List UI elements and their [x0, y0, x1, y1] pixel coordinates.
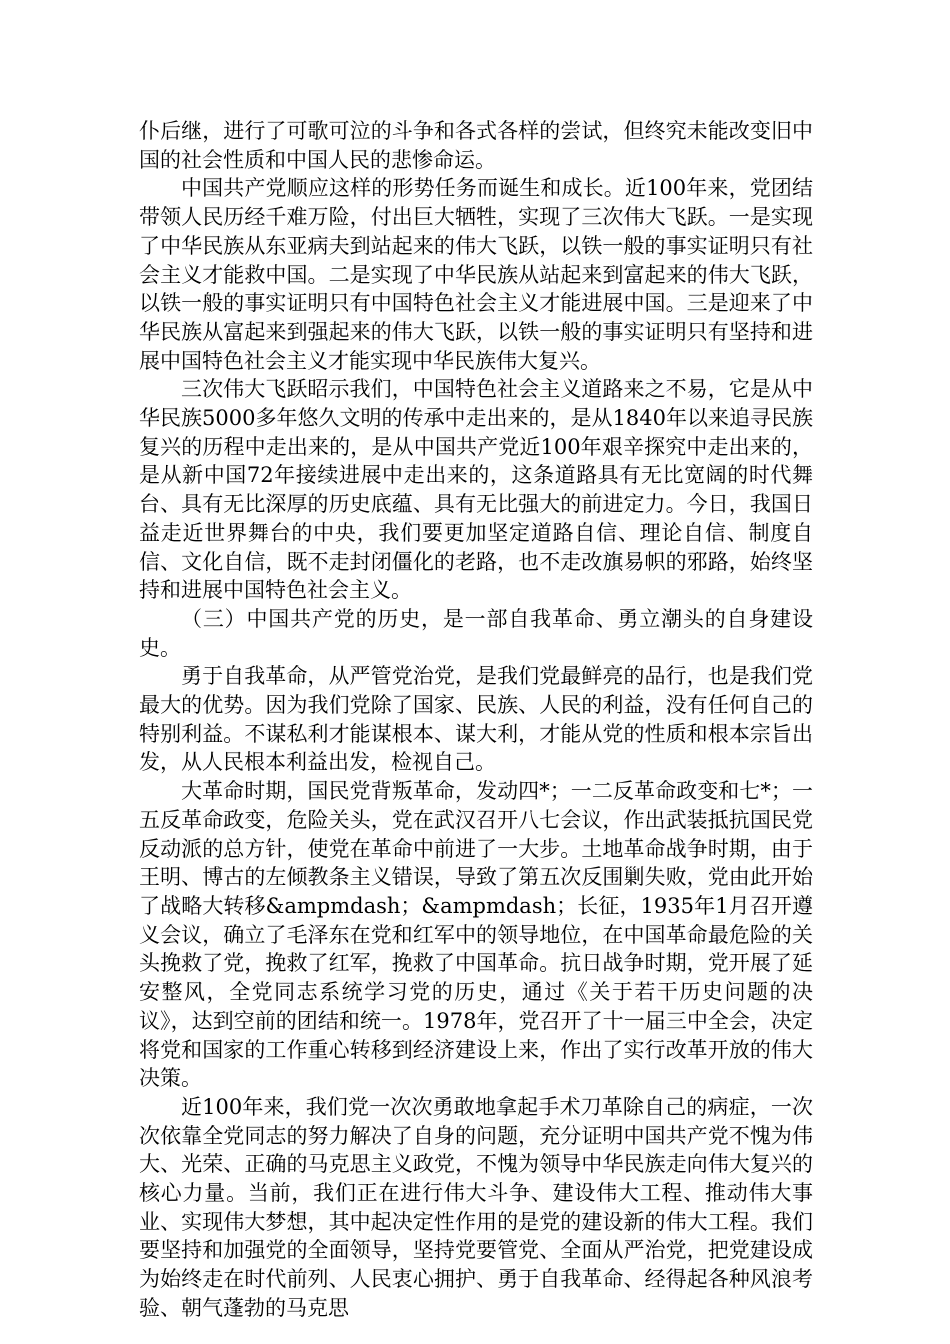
paragraph-continuation: 仆后继，进行了可歌可泣的斗争和各式各样的尝试，但终究未能改变旧中国的社会性质和中国人民的悲惨命运。 [139, 119, 813, 172]
paragraph-three-leaps: 中国共产党顺应这样的形势任务而诞生和成长。近100年来，党团结带领人民历经千难万险，付出巨大牺牲，实现了三次伟大飞跃。一是实现了中华民族从东亚病夫到站起来的伟大飞跃，以铁一般的事实证明只有社会主义才能救中国。二是实现了中华民族从站起来到富起来的伟大飞跃，以铁一般的事实证明只有中国特色社会主义才能进展中国。三是迎来了中华民族从富起来到强起来的伟大飞跃，以铁一般的事实证明只有坚持和进展中国特色社会主义才能实现中华民族伟大复兴。 [139, 176, 813, 373]
paragraph-party-building: 近100年来，我们党一次次勇敢地拿起手术刀革除自己的病症，一次次依靠全党同志的努力解决了自身的问题，充分证明中国共产党不愧为伟大、光荣、正确的马克思主义政党，不愧为领导中华民族走向伟大复兴的核心力量。当前，我们正在进行伟大斗争、建设伟大工程、推动伟大事业、实现伟大梦想，其中起决定性作用的是党的建设新的伟大工程。我们要坚持和加强党的全面领导，坚持党要管党、全面从严治党，把党建设成为始终走在时代前列、人民衷心拥护、勇于自我革命、经得起各种风浪考验、朝气蓬勃的马克思 [139, 1094, 813, 1320]
paragraph-road-confidence: 三次伟大飞跃昭示我们，中国特色社会主义道路来之不易，它是从中华民族5000多年悠久文明的传承中走出来的，是从1840年以来追寻民族复兴的历程中走出来的，是从中国共产党近100年艰辛探究中走出来的，是从新中国72年接续进展中走出来的，这条道路具有无比宽阔的时代舞台、具有无比深厚的历史底蕴、具有无比强大的前进定力。今日，我国日益走近世界舞台的中央，我们要更加坚定道路自信、理论自信、制度自信、文化自信，既不走封闭僵化的老路，也不走改旗易帜的邪路，始终坚持和进展中国特色社会主义。 [139, 377, 813, 603]
paragraph-history-periods: 大革命时期，国民党背叛革命，发动四*；一二反革命政变和七*；一五反革命政变，危险关头，党在武汉召开八七会议，作出武装抵抗国民党反动派的总方针，使党在革命中前进了一大步。土地革命战争时期，由于王明、博古的左倾教条主义错误，导致了第五次反围剿失败，党由此开始了战略大转移&ampmdash；&ampmdash；长征，1935年1月召开遵义会议，确立了毛泽东在党和红军中的领导地位，在中国革命最危险的关头挽救了党，挽救了红军，挽救了中国革命。抗日战争时期，党开展了延安整风，全党同志系统学习党的历史，通过《关于若干历史问题的决议》，达到空前的团结和统一。1978年，党召开了十一届三中全会，决定将党和国家的工作重心转移到经济建设上来，作出了实行改革开放的伟大决策。 [139, 779, 813, 1091]
paragraph-self-revolution: 勇于自我革命，从严管党治党，是我们党最鲜亮的品行，也是我们党最大的优势。因为我们党除了国家、民族、人民的利益，没有任何自己的特别利益。不谋私利才能谋根本、谋大利，才能从党的性质和根本宗旨出发，从人民根本利益出发，检视自己。 [139, 664, 813, 775]
section-heading-three: （三）中国共产党的历史，是一部自我革命、勇立潮头的自身建设史。 [139, 606, 813, 660]
document-page [139, 117, 813, 1323]
